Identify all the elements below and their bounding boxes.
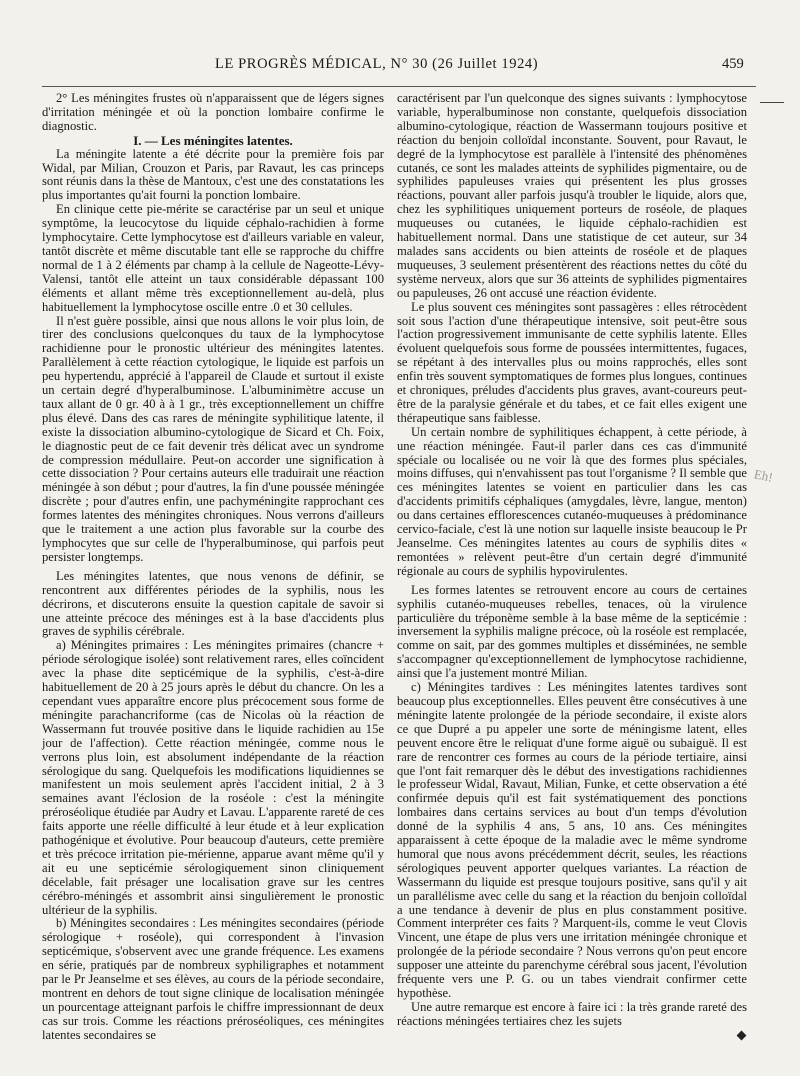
page-number: 459 bbox=[722, 56, 744, 72]
header-rule bbox=[42, 86, 756, 87]
body-paragraph: b) Méningites secondaires : Les méningites secondaires (période sérologique + roséole), qui correspondent à l'invasion septicémique, s'observent avec une grande fréquence. Les examens en série, pratiqués par de nombreux syphiligraphes et notamment par le Pr Jeanselme et ses élèves, au cours de la période secondaire, montrent en dehors de tout signe clinique de localisation méningée un pourcentage atteignant parfois le chiffre impressionnant de deux cas sur trois. Comme les réactions préroséoliques, ces méningites latentes secondaires se bbox=[42, 916, 384, 1042]
intro-paragraph: 2° Les méningites frustes où n'apparaissent que de légers signes d'irritation méningée et où la ponction lombaire confirme le diagnostic. bbox=[42, 91, 384, 133]
running-title: LE PROGRÈS MÉDICAL, N° 30 (26 Juillet 1924) bbox=[215, 56, 539, 72]
body-paragraph: caractérisent par l'un quelconque des signes suivants : lymphocytose variable, hyperalbuminose non constante, quelquefois dissociation albumino-cytologique, réaction de Wassermann toujours positive et réaction du benjoin colloïdal inconstante. Souvent, pour Ravaut, le degré de la lymphocytose est parallèle à l'intensité des phénomènes cutanés, ce sont les malades atteints de syphilides pigmentaire, ou de syphilides papuleuses vraies qui présentent les plus grosses réactions, pouvant aller parfois jusqu'à troubler le liquide, alors que, chez les syphilitiques uniquement porteurs de roséole, de plaques muqueuses ou cutanées, le liquide céphalo-rachidien est habituellement normal. Dans une statistique de cet auteur, sur 34 malades sans accidents ou bien atteints de roséole et de plaques muqueuses, 3 seulement présentèrent des réactions nettes du côté du système nerveux, alors que sur 36 atteints de syphilides pigmentaires ou papuleuses, 26 ont accusé une réaction évidente. bbox=[397, 91, 747, 300]
body-paragraph: En clinique cette pie-mérite se caractérise par un seul et unique symptôme, la leucocytose du liquide céphalo-rachidien à forme lymphocytaire. Cette lymphocytose est d'ailleurs variable en valeur, tantôt discrète et même discutable tant elle se rapproche du chiffre normal de 1 à 2 éléments par champ à la cellule de Nageotte-Lévy-Valensi, tantôt elle atteint un taux considérable dépassant 100 éléments et allant même très exceptionnellement au-delà, plus habituellement la lymphocytose oscille entre .0 et 30 cellules. bbox=[42, 202, 384, 314]
body-paragraph: Les formes latentes se retrouvent encore au cours de certaines syphilis cutanéo-muqueuses rebelles, tenaces, où la virulence particulière du tréponème semble à la base même de la septicémie : inversement la syphilis maligne précoce, où la roséole est remplacée, comme on sait, par des gommes multiples et disséminées, ne semble s'accompagner qu'exceptionnellement de lymphocytose rachidienne, ainsi que l'a justement montré Milian. bbox=[397, 582, 747, 681]
handwritten-margin-note: Eh! bbox=[752, 466, 775, 485]
body-paragraph: La méningite latente a été décrite pour la première fois par Widal, par Milian, Crouzon et Paris, par Ravaut, les cas princeps sont réunis dans la thèse de Mantoux, c'est une des constatations les plus importantes qu'ait fourni la ponction lombaire. bbox=[42, 146, 384, 203]
right-column bbox=[397, 92, 747, 1029]
body-paragraph: Un certain nombre de syphilitiques échappent, à cette période, à une réaction méningée. Faut-il parler dans ces cas d'immunité spéciale ou localisée ou ne voir là que des formes plus spéciales, moins diffuses, qui n'envahissent pas tout l'organisme ? Il semble que ces méningites latentes se voient en particulier dans les cas d'accidents primitifs céphaliques (amygdales, lèvre, langue, menton) ou dans certaines efflorescences cutanéo-muqueuses à prédominance cervico-faciale, c'est là une notion sur laquelle insiste beaucoup le Pr Jeanselme. Ces méningites latentes au cours de syphilis dites « remontées » relèvent peut-être d'un certain degré d'immunité régionale au cours de syphilis hypovirulentes. bbox=[397, 424, 747, 578]
body-paragraph: Le plus souvent ces méningites sont passagères : elles rétrocèdent soit sous l'action d'une thérapeutique intensive, soit peut-être sous l'action progressivement immunisante de cette syphilis latente. Elles évoluent quelquefois sous forme de poussées intermittentes, fugaces, se répétant à des intervalles plus ou moins rapprochés, elles sont enfin très souvent symptomatiques de formes plus longues, continues et chroniques, préludes d'accidents plus graves, avant-coureurs peut-être de la paralysie générale et du tabes, et ce fait elles exigent une thérapeutique sans faiblesse. bbox=[397, 299, 747, 425]
body-paragraph: Il n'est guère possible, ainsi que nous allons le voir plus loin, de tirer des conclusions quelconques du taux de la lymphocytose rachidienne pour le pronostic ultérieur des méningites latentes. Parallèlement à cette réaction cytologique, le liquide est parfois un peu hypertendu, apprécié à l'appareil de Claude et surtout il existe un certain degré d'hyperalbuminose. L'albuminimètre accuse un taux allant de 0 gr. 40 à à 1 gr., très exceptionnellement un chiffre plus élevé. Dans des cas rares de méningite syphilitique latente, il existe la dissociation albumino-cytologique de Sicard et Ch. Foix, le diagnostic peut de ce fait devenir très délicat avec un syndrome de compression médullaire. Peut-on accorder une signification à cette dissociation ? Pour certains auteurs elle traduirait une réaction méningée à son début ; pour d'autres, la fin d'une poussée méningée discrète ; pour d'autres enfin, une pachyméningite rapprochant ces formes latentes des méningites chroniques. Nous verrons d'ailleurs que le traitement a une action plus favorable sur la courbe des lymphocytes que sur celle de l'hyperalbuminose, qui parfois peut persister longtemps. bbox=[42, 313, 384, 564]
body-paragraph: a) Méningites primaires : Les méningites primaires (chancre + période sérologique isolée) sont relativement rares, elles coïncident avec la phase dite septicémique de la syphilis, c'est-à-dire habituellement de 20 à 25 jours après le début du chancre. On les a cependant vues apparaître encore plus précocement sous forme de méningite parachancriforme (cas de Nicolas où la réaction de Wassermann fut trouvée positive dans le liquide rachidien au 15e jour de l'affection). Cette réaction méningée, comme nous le verrons plus loin, est absolument indépendante de la réaction sérologique du sang. Quelquefois les modifications liquidiennes se manifestent un mois seulement après l'accident initial, 2 à 3 semaines avant l'éclosion de la roséole : c'est la méningite préroséolique étudiée par Audry et Lavau. L'apparente rareté de ces faits apporte une réelle difficulté à leur étude et à leur explication pathogénique et évolutive. Pour beaucoup d'auteurs, cette première et très précoce irritation pie-mérienne, apparue avant même qu'il y ait eu une septicémie sérologiquement sinon cliniquement décelable, fait présager une localisation grave sur les centres cérébro-méningés et assombrit ainsi singulièrement le pronostic ultérieur de la syphilis. bbox=[42, 638, 384, 917]
diamond-ornament-icon bbox=[737, 1031, 747, 1041]
body-paragraph: Une autre remarque est encore à faire ici : la très grande rareté des réactions méningées tertiaires chez les sujets bbox=[397, 999, 747, 1028]
margin-dash-mark bbox=[760, 102, 784, 103]
left-column bbox=[42, 92, 384, 1043]
page-header bbox=[0, 56, 800, 80]
body-paragraph: Les méningites latentes, que nous venons de définir, se rencontrent aux différentes périodes de la syphilis, nous les décrirons, et discuterons ensuite la question capitale de savoir si une atteinte précoce des méninges est à la base d'accidents plus graves de syphilis cérébrale. bbox=[42, 568, 384, 639]
body-paragraph: c) Méningites tardives : Les méningites latentes tardives sont beaucoup plus exceptionnelles. Elles peuvent être consécutives à une méningite latente prolongée de la période secondaire, il existe alors ce que Dupré a pu appeler une sorte de méningisme latent, elles peuvent encore être le reliquat d'une forme aiguë ou subaiguë. Il est rare de rencontrer ces formes au cours de la période tertiaire, ainsi que l'ont fait remarquer dès le début des investigations rachidiennes le professeur Widal, Ravaut, Milian, Funke, et cette observation a été confirmée depuis qu'il est fait systématiquement des ponctions lombaires dans certains services au bout d'un temps d'évolution donné de la syphilis 4 ans, 5 ans, 10 ans. Ces méningites apparaissent à cette époque de la maladie avec le même syndrome humoral que nous avons précédemment décrit, seules, les réactions sérologiques peuvent apporter quelques variantes. La réaction de Wassermann du liquide est presque toujours positive, sans qu'il y ait un parallélisme avec celle du sang et la réaction du benjoin colloïdal a une tendance à devenir de plus en plus constamment positive. Comment interpréter ces faits ? Marquent-ils, comme le veut Clovis Vincent, une étape de plus vers une irritation méningée chronique et prolongée de la période secondaire ? Nous verrons qu'on peut encore supposer une atteinte du parenchyme cérébral sous jacent, l'évolution fréquente vers une P. G. ou un tabes viendrait confirmer cette hypothèse. bbox=[397, 680, 747, 1000]
section-heading: I. — Les méningites latentes. bbox=[133, 132, 293, 148]
